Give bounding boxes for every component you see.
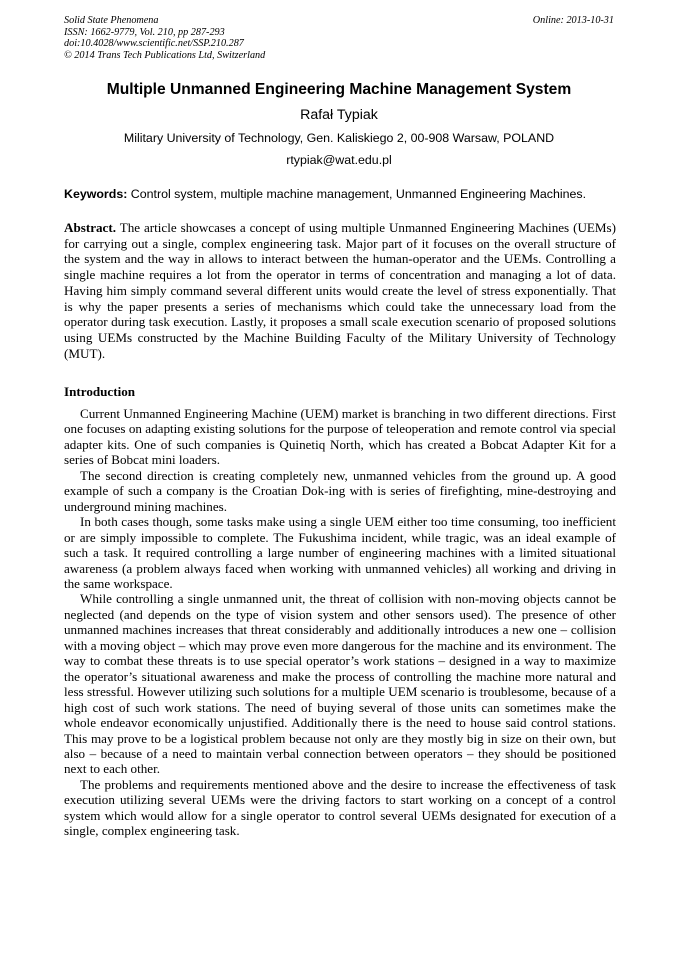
author-name: Rafał Typiak: [300, 107, 378, 123]
keywords-label: Keywords:: [64, 187, 128, 201]
online-date: Online: 2013-10-31: [532, 15, 614, 26]
doi-line: doi:10.4028/www.scientific.net/SSP.210.287: [64, 38, 244, 50]
keywords: [64, 186, 616, 202]
introduction-heading: Introduction: [64, 384, 136, 399]
journal-name: Solid State Phenomena: [64, 15, 159, 26]
abstract-label: Abstract.: [64, 220, 116, 235]
author-email: rtypiak@wat.edu.pl: [286, 153, 392, 167]
intro-paragraph-5: The problems and requirements mentioned above and the desire to increase the effectiveness of task execution utilizing several UEMs were the driving factors to start working on a concept of a control system which would allow for a single operator to control several UEMs designated for execution of a single, complex engineering task.: [64, 776, 616, 839]
keywords-text: Control system, multiple machine management, Unmanned Engineering Machines.: [127, 187, 587, 201]
introduction-body: [64, 406, 616, 839]
intro-paragraph-4: While controlling a single unmanned unit, the threat of collision with non-moving objects cannot be neglected (and depends on the type of vision system and other sensors used). The presence of other unmanned machines increases that threat considerably and additionally introduces a new one – collision with a moving object – which may prove even more dangerous for the machine and its environment. The way to combat these threats is to use special operator’s work stations – designed in a way to maximize the operator’s situational awareness and make the process of controlling the machine more natural and less stressful. However utilizing such solutions for a multiple UEM scenario is troublesome, because of a high cost of such work stations. The need of buying several of those units can sometimes make the whole endeavor economically unjustified. Additionally there is the need to house said control stations. This may prove to be a logistical problem because not only are they mostly big in size on their own, but also – because of a need to maintain verbal connection between operators – they should be positioned next to each other.: [64, 591, 616, 777]
intro-paragraph-2: The second direction is creating completely new, unmanned vehicles from the ground up. A good example of such a company is the Croatian Dok-ing with is series of firefighting, mine-destroying and underground mining machines.: [64, 467, 616, 514]
abstract: [64, 220, 616, 361]
paper-title: Multiple Unmanned Engineering Machine Management System: [106, 81, 572, 98]
issn-line: ISSN: 1662-9779, Vol. 210, pp 287-293: [64, 26, 225, 38]
intro-paragraph-1: Current Unmanned Engineering Machine (UEM) market is branching in two different directions. First one focuses on adapting existing solutions for the purpose of teleoperation and remote control via special adapter kits. One of such companies is Quinetiq North, which has created a Bobcat Adapter Kit for a series of Bobcat mini loaders.: [64, 406, 616, 468]
abstract-text: The article showcases a concept of using multiple Unmanned Engineering Machines (UEMs) for carrying out a single, complex engineering task. Major part of it focuses on the overall structure of the system and the way in allows to interact between the human-operator and the UEMs. Controlling a single machine requires a lot from the operator in terms of concentration and managing a lot of data. Having him simply command several different units would create the level of stress exponentially. That is why the paper presents a series of mechanisms which could take the unnecessary load from the operator during task execution. Lastly, it proposes a small scale execution scenario of proposed solutions using UEMs constructed by the Machine Building Faculty of the Military University of Technology (MUT).: [64, 220, 616, 361]
copyright-line: © 2014 Trans Tech Publications Ltd, Switzerland: [64, 49, 266, 61]
author-affiliation: Military University of Technology, Gen. Kaliskiego 2, 00-908 Warsaw, POLAND: [123, 131, 555, 145]
intro-paragraph-3: In both cases though, some tasks make using a single UEM either too time consuming, too inefficient or are simply impossible to complete. The Fukushima incident, while tragic, was an ideal example of such a task. It required controlling a large number of engineering machines with a limited situational awareness (a problem always faced when working with unmanned vehicles) all working and driving in the same workspace.: [64, 514, 616, 591]
journal-header: [64, 15, 265, 61]
